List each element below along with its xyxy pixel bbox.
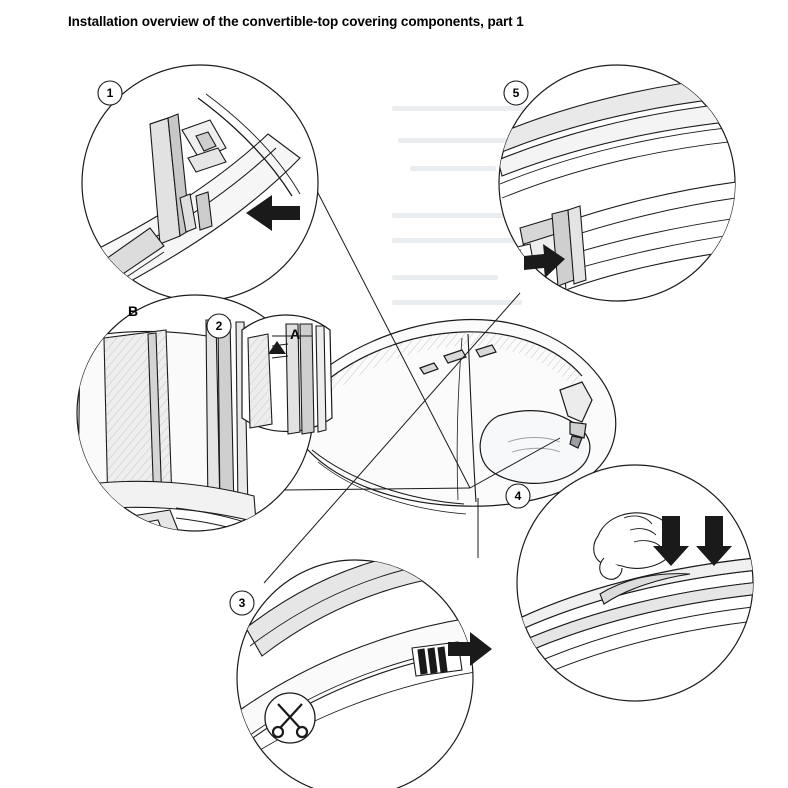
callout-1 <box>98 81 122 105</box>
detail-circle-1 <box>60 65 318 301</box>
detail-circle-3 <box>230 550 492 788</box>
detail-circle-5 <box>488 65 746 301</box>
figure-container <box>0 38 788 788</box>
callout-3-label: 3 <box>238 596 246 610</box>
letter-label-B <box>128 303 138 319</box>
central-vehicle-roof <box>293 320 616 514</box>
callout-2 <box>207 314 231 338</box>
letter-B-text: B <box>127 303 139 319</box>
callout-1-label: 1 <box>106 86 114 100</box>
page-title: Installation overview of the convertible-top covering components, part 1 <box>68 14 524 29</box>
detail-circle-4 <box>506 465 764 701</box>
letter-A-text: A <box>289 326 301 342</box>
callout-4-label: 4 <box>514 489 522 503</box>
installation-diagram <box>0 38 788 788</box>
callout-5-label: 5 <box>512 86 520 100</box>
callout-3 <box>230 591 254 615</box>
callout-5 <box>504 81 528 105</box>
scissors-icon <box>265 693 315 743</box>
detail-inset-A <box>242 315 332 434</box>
callout-2-label: 2 <box>215 319 223 333</box>
callout-4 <box>506 484 530 508</box>
